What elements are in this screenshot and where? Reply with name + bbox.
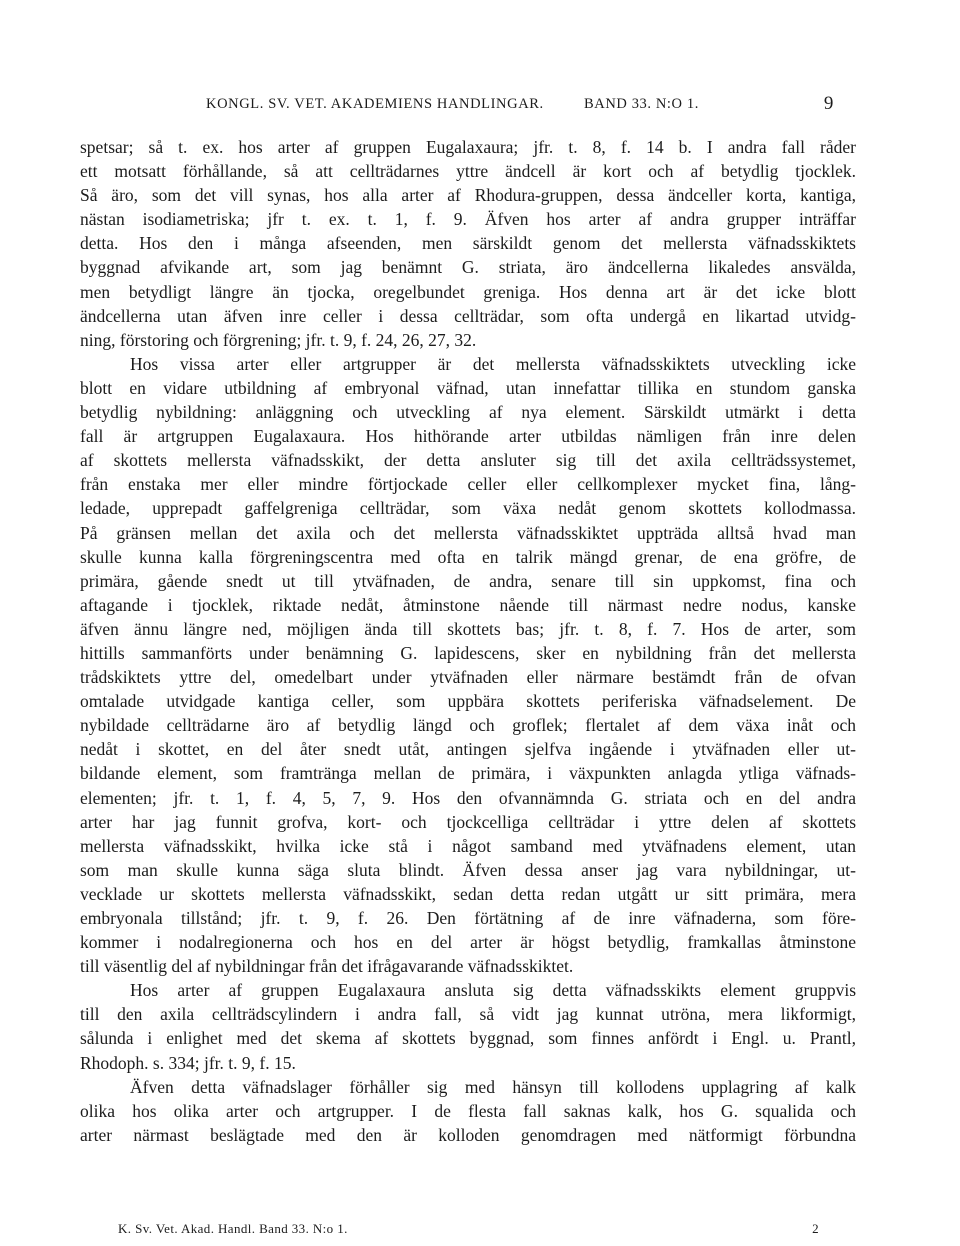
text-line: Hos vissa arter eller artgrupper är det mellersta väfnadsskiktets utveckling icke [130, 353, 856, 374]
publication-reference: K. Sv. Vet. Akad. Handl. Band 33. N:o 1. [118, 1221, 348, 1236]
text-line: fall är artgruppen Eugalaxaura. Hos hithörande arter utbildas nämligen från inre delen [80, 426, 856, 447]
page-number: 9 [823, 93, 834, 114]
text-line: nästan isodiametriska; jfr t. ex. t. 1, f. 9. Äfven hos arter af andra grupper inträffar [80, 209, 856, 230]
text-line: ledade, upprepadt gaffelgreniga cellträdar, som växa nedåt genom skottets kollodmassa. [80, 498, 856, 519]
text-line: betydlig nybildning: anläggning och utveckling af nya element. Särskildt utmärkt i detta [80, 402, 856, 423]
text-line: bildande element, som framtränga mellan de primära, i växpunkten anlagda ytliga väfnads- [80, 763, 856, 784]
text-line: elementen; jfr. t. 1, f. 4, 5, 7, 9. Hos den ofvannämnda G. striata och en del andra [80, 787, 856, 808]
text-line: arter närmast beslägtade med den är kolloden genomdragen med nätformigt förbundna [80, 1124, 856, 1145]
text-line: från enstaka mer eller mindre förtjockade celler eller cellkomplexer mycket fina, lång- [80, 474, 856, 495]
text-line: trådskiktets yttre del, omedelbart under ytväfnaden eller närmare bestämdt från de ofvan [80, 667, 856, 688]
text-line: nybildade cellträdarne äro af betydlig längd och groflek; flertalet af dem växa inåt och [80, 715, 856, 736]
text-line: hittills sammanförts under benämning G. lapidescens, sker en nybildning från det mellersta [80, 642, 856, 663]
text-line: äfven ännu längre ned, möjligen ända till skottets bas; jfr. t. 8, f. 7. Hos de arter, som [80, 618, 856, 639]
text-line: Äfven detta väfnadslager förhåller sig med hänsyn till kollodens upplagring af kalk [130, 1076, 856, 1097]
text-line: som man skulle kunna säga sluta blindt. Äfven dessa anser jag vara nybildningar, ut- [80, 859, 856, 880]
text-line: af skottets mellersta väfnadsskikt, der detta ansluter sig till det axila cellträdssystemet, [80, 450, 856, 471]
text-line: omtalade utvidgade kantiga celler, som uppbära skottets periferiska väfnadselement. De [80, 691, 856, 712]
journal-title: KONGL. SV. VET. AKADEMIENS HANDLINGAR. [206, 96, 544, 112]
text-line: men betydligt längre än tjocka, oregelbundet greniga. Hos denna art är det icke blott [80, 281, 856, 302]
text-line: blott en vidare utbildning af embryonal väfnad, utan innefattar tillika en stundom ganska [80, 377, 856, 398]
text-line: primära, gående snedt ut till ytväfnaden, de andra, senare till sin uppkomst, fina och [80, 570, 856, 591]
text-line: Hos arter af gruppen Eugalaxaura ansluta sig detta väfnadsskikts element gruppvis [130, 980, 856, 1001]
body-text [80, 135, 856, 1147]
text-line: nedåt i skottet, en del åter snedt utåt, antingen sjelfva ingående i ytväfnaden eller ut- [80, 739, 856, 760]
running-header [206, 93, 834, 120]
text-line: spetsar; så t. ex. hos arter af gruppen Eugalaxaura; jfr. t. 8, f. 14 b. I andra fall råder [80, 137, 856, 157]
text-line: till väsentlig del af nybildningar från det ifrågavarande väfnadsskiktet. [80, 956, 574, 977]
text-line: byggnad afvikande art, som jag benämnt G. striata, äro ändcellerna likaledes ansvälda, [80, 257, 856, 278]
text-line: olika hos olika arter och artgrupper. I de flesta fall saknas kalk, hos G. squalida och [80, 1100, 856, 1121]
text-line: ändcellerna utan äfven inre celler i dessa cellträdar, som ofta undergå en likartad utvidg- [80, 305, 856, 326]
text-line: ett motsatt förhållande, så att cellträdarnes yttre ändcell är kort och af betydlig tjocklek. [80, 161, 856, 182]
text-line: ning, förstoring och förgrening; jfr. t. 9, f. 24, 26, 27, 32. [80, 329, 477, 350]
signature-mark: 2 [812, 1221, 819, 1236]
text-line: På gränsen mellan det axila och det mellersta väfnadsskiktet uppträda alltså hvad man [80, 522, 856, 543]
text-line: detta. Hos den i många afseenden, men särskildt genom det mellersta väfnadsskiktets [80, 233, 856, 254]
text-line: arter har jag funnit grofva, kort- och tjockcelliga cellträdar i yttre delen af skottets [80, 811, 856, 832]
text-line: till den axila cellträdscylindern i andra fall, så vidt jag kunnat utröna, mera likformigt, [80, 1004, 856, 1025]
text-line: kommer i nodalregionerna och hos en del arter är högst betydlig, framkallas åtminstone [80, 932, 856, 953]
text-line: sålunda i enlighet med det skema af skottets byggnad, som finnes anfördt i Engl. u. Prantl, [80, 1028, 856, 1049]
text-line: mellersta väfnadsskikt, hvilka icke stå i något samband med ytväfnadens element, utan [80, 835, 856, 856]
text-line: skulle kunna kalla förgreningscentra med ofta en talrik mängd grenar, de ena gröfre, de [80, 546, 856, 567]
volume-number: BAND 33. N:O 1. [584, 96, 699, 112]
text-line: Så äro, som det vill synas, hos alla arter af Rhodura-gruppen, dessa ändceller korta, kantiga, [80, 185, 856, 206]
text-line: embryonala tillstånd; jfr. t. 9, f. 26. Den förtätning af de inre väfnaderna, som före- [80, 908, 856, 928]
text-line: Rhodoph. s. 334; jfr. t. 9, f. 15. [80, 1052, 296, 1073]
text-line: vecklade ur skottets mellersta väfnadsskikt, sedan detta redan utgått ur sitt primära, mera [80, 883, 856, 904]
text-line: aftagande i tjocklek, riktade nedåt, åtminstone nående till närmast nedre nodus, kanske [80, 594, 856, 615]
